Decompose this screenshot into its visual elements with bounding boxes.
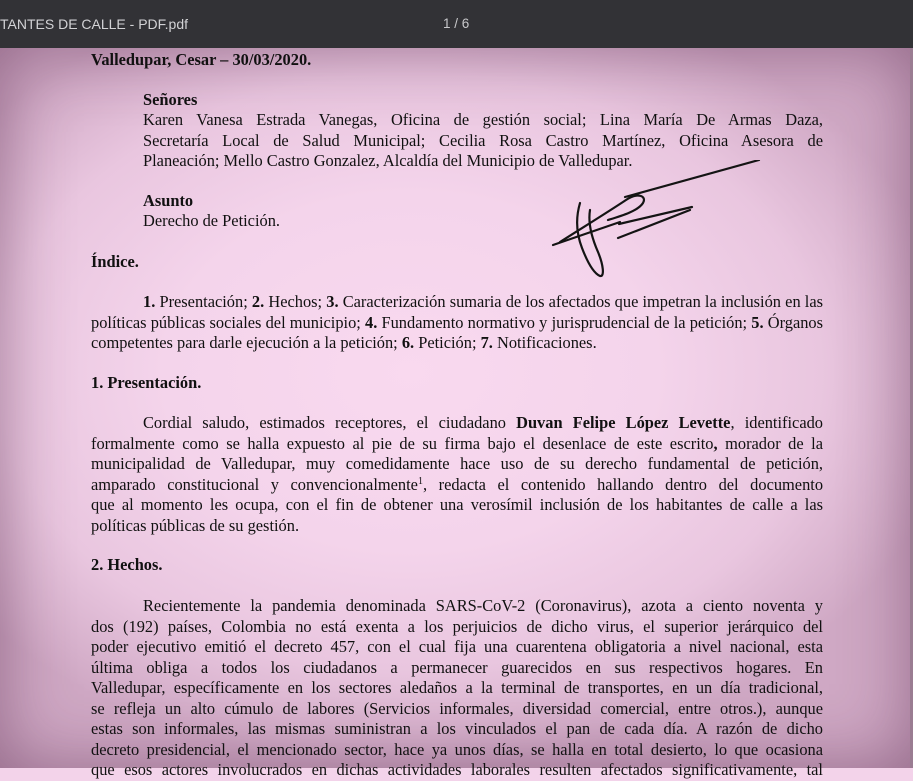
paragraph-line: políticas públicas de su gestión. [91, 515, 300, 535]
paragraph-line: Recientemente la pandemia denominada SARS-CoV-2 (Coronavirus), azota a ciento noventa y [143, 596, 823, 615]
paragraph-line: estas son informales, las mismas suministran a los vinculados el pan de cada día. A razón de dicho [91, 719, 823, 738]
recipients-line: Karen Vanesa Estrada Vanegas, Oficina de gestión social; Lina María De Armas Daza, [143, 110, 823, 129]
paragraph-line: decreto presidencial, el mencionado sector, hace ya unos días, se halla en total desierto, lo que ocasiona [91, 739, 823, 759]
paragraph-line: que esos actores involucrados en dichas actividades laborales resulten afectados significativamente, tal [91, 760, 823, 779]
signature-stroke [618, 210, 690, 238]
paragraph-line: última obliga a todos los ciudadanos a permanecer guarecidos en sus respectivos hogares. En [91, 657, 823, 677]
handwritten-signature [548, 160, 778, 285]
recipients-heading: Señores [143, 90, 198, 109]
paragraph-line: formalmente como se halla expuesto al pie de su firma bajo el desenlace de este escrito, morador de la [91, 433, 823, 453]
paragraph-line: municipalidad de Valledupar, muy comedidamente hace uso de su derecho fundamental de petición, [91, 454, 823, 473]
index-item: Hechos; [264, 292, 327, 311]
index-list [91, 292, 823, 354]
paragraph-line: poder ejecutivo emitió el decreto 457, con el cual fija una cuarentena obligatoria a nivel nacional, esta [91, 637, 823, 656]
index-number: 5. [751, 312, 764, 332]
subject-text: Derecho de Petición. [143, 211, 280, 230]
document-title: TANTES DE CALLE - PDF.pdf [0, 16, 189, 32]
section2-paragraph [91, 596, 823, 781]
index-number: 3. [326, 292, 339, 311]
index-item: Notificaciones. [492, 333, 597, 352]
paragraph-line: que al momento les ocupa, con el fin de obtener una verosímil inclusión de los habitantes de calle a las [91, 495, 823, 514]
page-counter[interactable]: 1 / 6 [443, 16, 470, 31]
index-item: Presentación; [155, 292, 252, 311]
subject-heading: Asunto [143, 191, 194, 210]
signature-stroke [625, 160, 759, 197]
index-heading: Índice. [91, 252, 139, 271]
section2-heading: 2. Hechos. [91, 555, 163, 574]
paragraph-line: Cordial saludo, estimados receptores, el ciudadano Duvan Felipe López Levette, identificado [143, 413, 823, 432]
pdf-viewer-toolbar [0, 0, 913, 48]
petitioner-name: Duvan Felipe López Levette [516, 413, 731, 432]
signature-stroke [560, 196, 644, 242]
signature-stroke [619, 207, 692, 224]
index-item: Órganos competentes para darle ejecución a la petición; [91, 312, 823, 352]
place-date: Valledupar, Cesar – 30/03/2020. [91, 50, 312, 69]
index-item: Caracterización sumaria de los afectados que impetran la inclusión en las políticas públicas sociales del municipio; [91, 292, 823, 332]
index-item: Petición; [414, 333, 481, 352]
recipients-line: Secretaría Local de Salud Municipal; Cecilia Rosa Castro Martínez, Oficina Asesora de [143, 130, 823, 150]
paragraph-line: se refleja un alto cúmulo de labores (Servicios informales, diversidad comercial, entre otros.), aunque [91, 698, 823, 718]
index-number: 7. [480, 333, 493, 352]
recipients-line: Planeación; Mello Castro Gonzalez, Alcaldía del Municipio de Valledupar. [143, 151, 633, 170]
index-number: 6. [401, 333, 415, 352]
signature-stroke [577, 203, 603, 276]
section1-paragraph [91, 413, 823, 536]
paragraph-line: Valledupar, específicamente en los sectores aledaños a la terminal de transportes, en un día tradicional, [91, 678, 823, 697]
index-number: 4. [365, 312, 378, 332]
index-item: Fundamento normativo y jurisprudencial de la petición; [377, 312, 752, 332]
index-number: 1. [143, 292, 156, 311]
footnote-marker: 1 [417, 475, 423, 487]
index-number: 2. [251, 292, 265, 311]
paragraph-line: amparado constitucional y convencionalmente$^1$, redacta el contenido hallando dentro del documento [91, 474, 824, 494]
section1-heading: 1. Presentación. [91, 373, 202, 392]
paragraph-line: dos (192) países, Colombia no está exenta a los perjuicios de dicho virus, el superior jerárquico del [91, 616, 823, 636]
